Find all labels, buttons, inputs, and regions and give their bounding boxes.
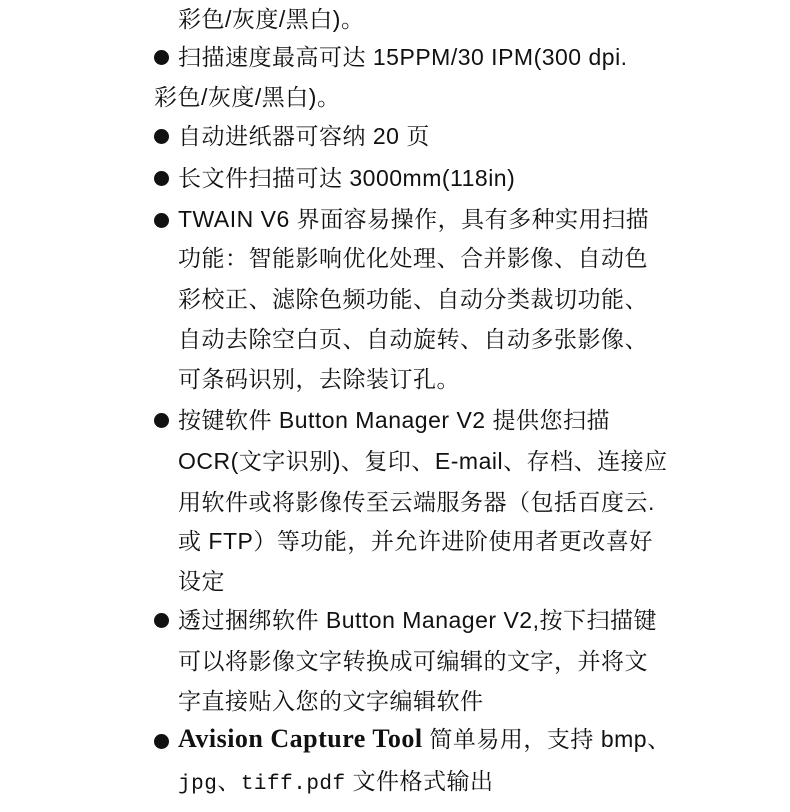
bullet-icon: [154, 50, 169, 65]
bullet-icon: [154, 171, 169, 186]
text-line: 功能：智能影响优化处理、合并影像、自动色: [178, 245, 648, 271]
text-span: 、: [217, 768, 241, 794]
bullet-icon: [154, 613, 169, 628]
text-line: 或 FTP）等功能，并允许进阶使用者更改喜好: [178, 528, 653, 554]
text-line: 按键软件 Button Manager V2 提供您扫描: [178, 407, 610, 433]
product-name: Avision Capture Tool: [178, 724, 423, 753]
text-line: OCR(文字识别)、复印、E-mail、存档、连接应: [178, 448, 668, 474]
text-span: 文件格式输出: [345, 768, 494, 794]
text-line: 彩色/灰度/黑白)。: [154, 84, 341, 110]
text-span: tiff.pdf: [240, 773, 346, 796]
text-line: 扫描速度最高可达 15PPM/30 IPM(300 dpi.: [178, 44, 628, 70]
text-line: 设定: [178, 568, 225, 594]
text-line: 可条码识别，去除装订孔。: [178, 366, 460, 392]
text-line: [178, 724, 671, 754]
bullet-icon: [154, 129, 169, 144]
text-line: 透过捆绑软件 Button Manager V2,按下扫描键: [178, 607, 657, 633]
text-span: 简单易用，支持 bmp、: [422, 726, 671, 752]
text-line: 长文件扫描可达 3000mm(118in): [178, 165, 516, 191]
text-line: 用软件或将影像传至云端服务器（包括百度云.: [178, 489, 655, 515]
text-line: 可以将影像文字转换成可编辑的文字，并将文: [178, 648, 648, 674]
text-line: [178, 766, 494, 800]
bullet-icon: [154, 413, 169, 428]
text-line: TWAIN V6 界面容易操作，具有多种实用扫描: [178, 206, 650, 232]
text-line: 自动进纸器可容纳 20 页: [178, 123, 430, 149]
text-line: 字直接贴入您的文字编辑软件: [178, 688, 484, 714]
text-line: 自动去除空白页、自动旋转、自动多张影像、: [178, 326, 648, 352]
bullet-icon: [154, 734, 169, 749]
text-span: jpg: [178, 773, 218, 796]
bullet-icon: [154, 213, 169, 228]
text-line: 彩校正、滤除色频功能、自动分类裁切功能、: [178, 286, 648, 312]
text-line: 彩色/灰度/黑白)。: [178, 6, 365, 32]
